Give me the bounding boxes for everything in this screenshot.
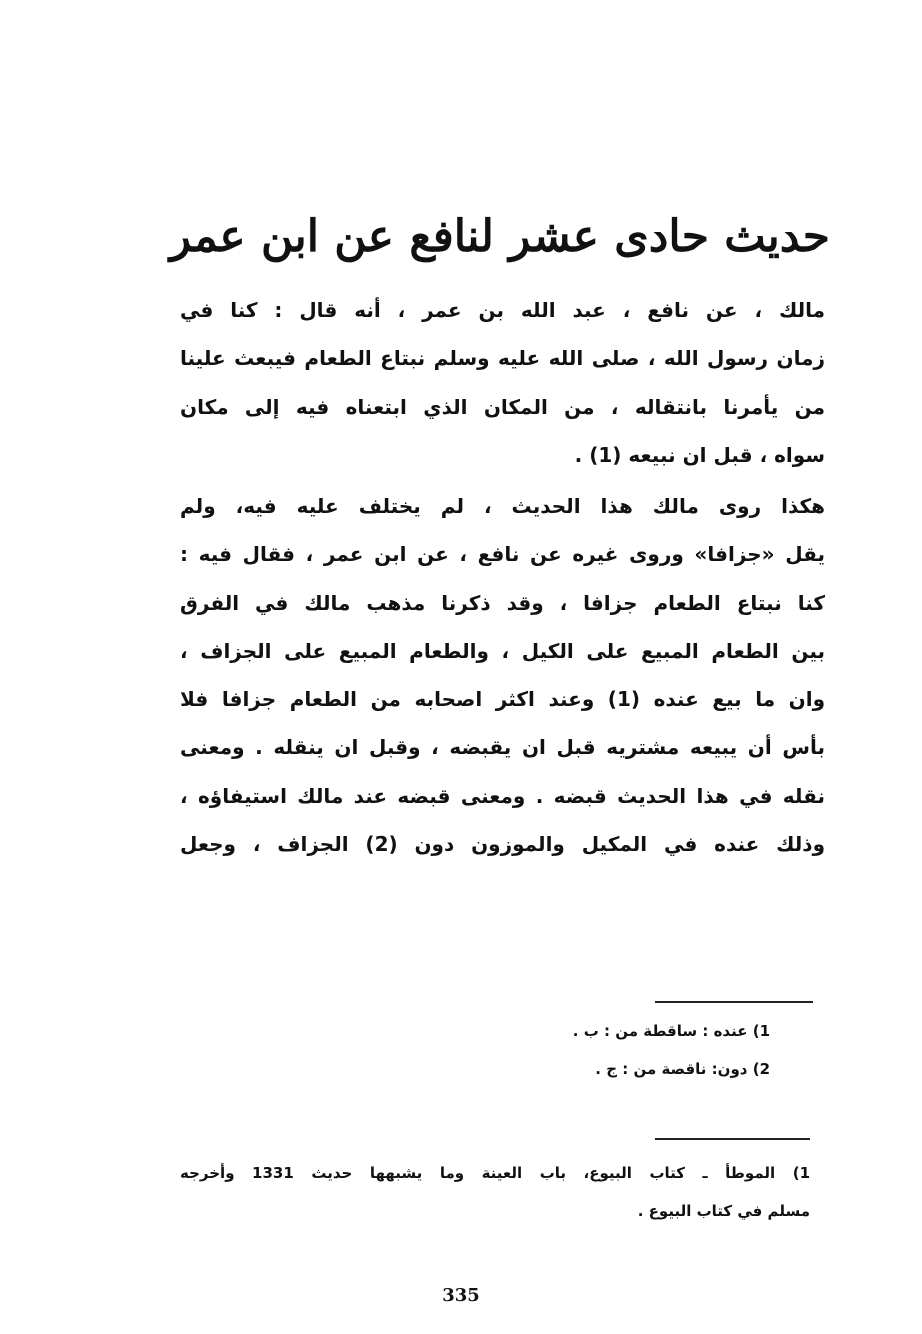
footnote-item: 1) عنده : ساقطة من : ب .	[572, 1022, 770, 1040]
footnote-divider	[655, 1138, 810, 1140]
text-line: بأس أن يبيعه مشتريه قبل ان يقبضه ، وقبل ان ينقله . ومعنى	[180, 735, 825, 760]
text-line: نقله في هذا الحديث قبضه . ومعنى قبضه عند مالك استيفاؤه ،	[180, 783, 825, 808]
paragraph-commentary	[180, 482, 825, 868]
paragraph-hadith-text	[180, 286, 825, 479]
footnote-item: 2) دون: ناقصة من : ج .	[595, 1060, 770, 1078]
text-line: بين الطعام المبيع على الكيل ، والطعام المبيع على الجزاف ،	[180, 638, 825, 663]
reference-notes	[180, 1154, 810, 1230]
footnote-item: 1) الموطأ ـ كتاب البيوع، باب العينة وما يشبهها حديث 1331 وأخرجه	[180, 1164, 810, 1182]
text-line: زمان رسول الله ، صلى الله عليه وسلم نبتاع الطعام فيبعث علينا	[180, 346, 825, 371]
text-line: من يأمرنا بانتقاله ، من المكان الذي ابتعناه فيه إلى مكان	[180, 394, 825, 419]
manuscript-variants-notes	[573, 1012, 770, 1088]
footnote-divider	[655, 1001, 813, 1003]
page-number: 335	[442, 1285, 480, 1306]
text-line: كنا نبتاع الطعام جزافا ، وقد ذكرنا مذهب مالك في الفرق	[180, 590, 825, 615]
text-line: سواه ، قبل ان نبيعه (1) .	[574, 442, 825, 467]
page-title: حديث حادى عشر لنافع عن ابن عمر	[169, 211, 830, 263]
footnote-item: مسلم في كتاب البيوع .	[637, 1202, 810, 1220]
text-line: يقل «جزافا» وروى غيره عن نافع ، عن ابن عمر ، فقال فيه :	[180, 542, 825, 567]
text-line: مالك ، عن نافع ، عبد الله بن عمر ، أنه قال : كنا في	[180, 298, 825, 322]
text-line: وذلك عنده في المكيل والموزون دون (2) الجزاف ، وجعل	[180, 832, 825, 857]
text-line: وان ما بيع عنده (1) وعند اكثر اصحابه من الطعام جزافا فلا	[180, 687, 826, 712]
text-line: هكذا روى مالك هذا الحديث ، لم يختلف عليه فيه، ولم	[180, 494, 825, 518]
